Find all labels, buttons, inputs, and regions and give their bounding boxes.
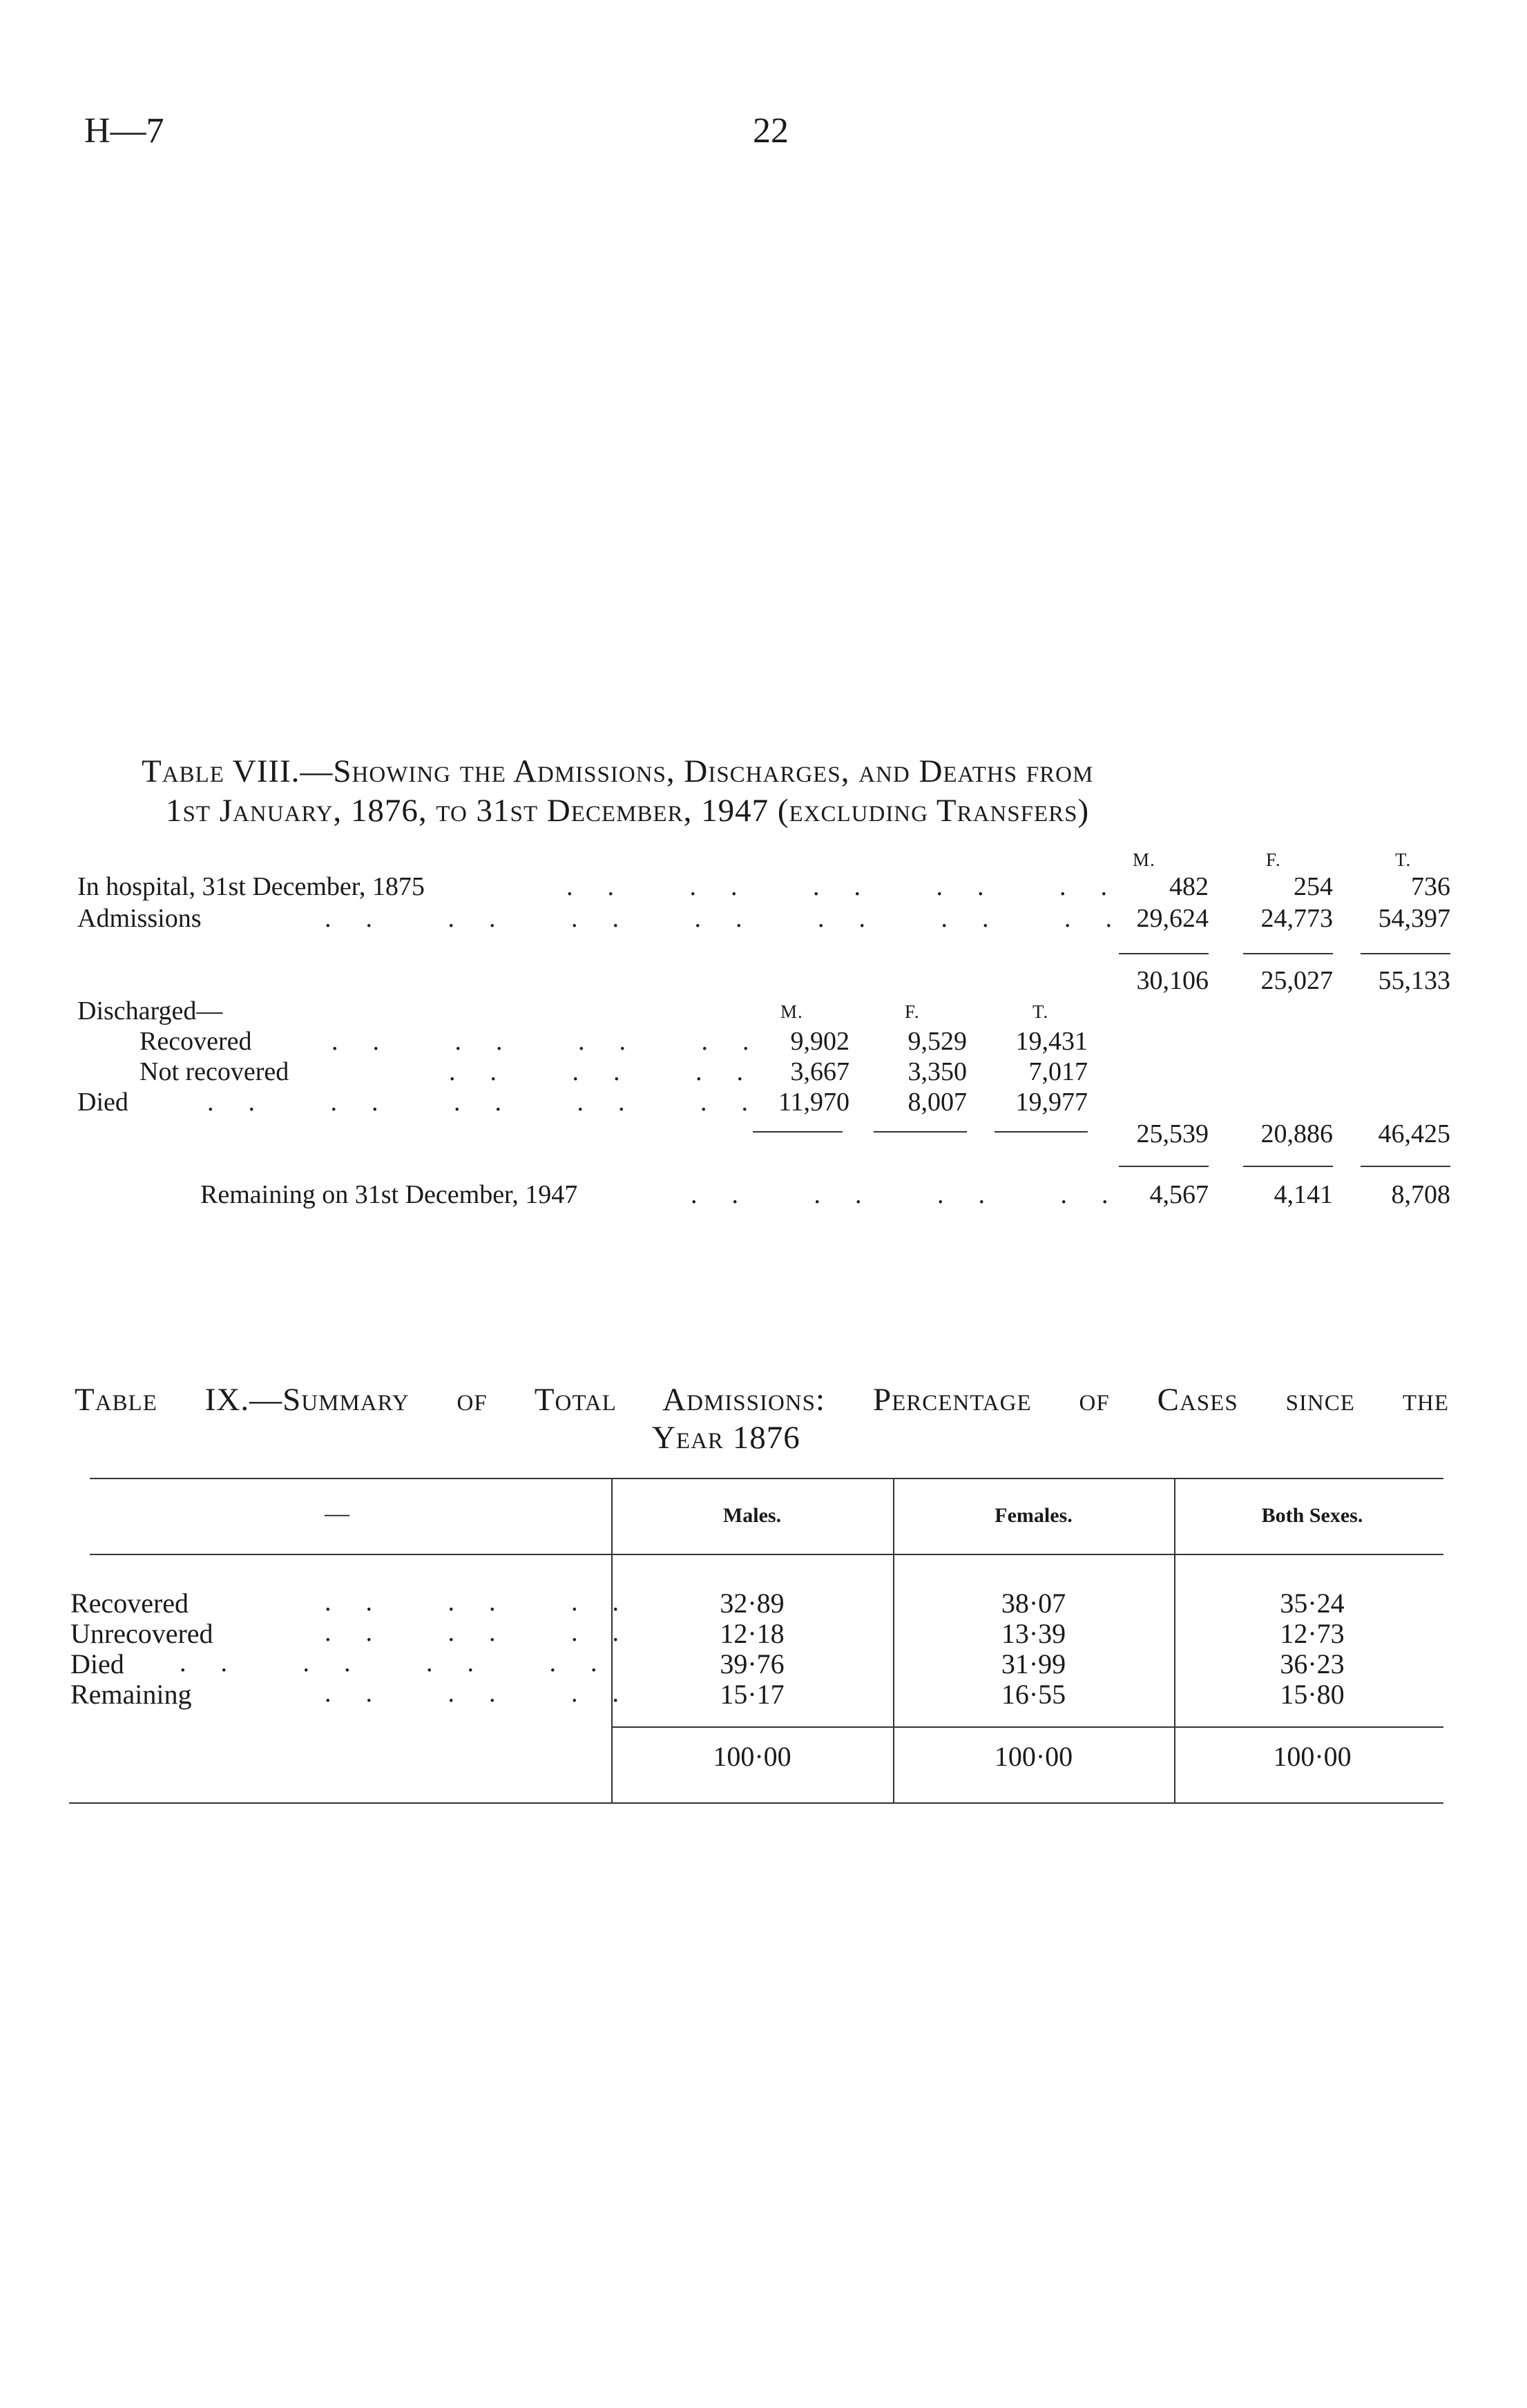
- subtotal-rule: [1119, 953, 1209, 954]
- cell-out-total-t: 46,425: [1378, 1119, 1450, 1148]
- table-viii-title-line-1: Table VIII.—Showing the Admissions, Discharges, and Deaths from: [142, 753, 1094, 789]
- cell-subtotal-m: 30,106: [1136, 966, 1209, 995]
- cell-unrecovered-females: 13·39: [1001, 1618, 1066, 1649]
- cell-in-hospital-m: 482: [1169, 872, 1209, 901]
- cell-unrecovered-both: 12·73: [1280, 1618, 1345, 1649]
- cell-admissions-f: 24,773: [1260, 904, 1333, 933]
- leader-dots: .. .. .. ..: [691, 1180, 1143, 1209]
- table-ix-title-line-1: Table IX.—Summary of Total Admissions: Percentage of Cases since the: [75, 1382, 1449, 1418]
- row-label-died: Died: [77, 1088, 128, 1117]
- row-label-in-hospital: In hospital, 31st December, 1875: [77, 872, 425, 901]
- cell-remaining-f: 4,141: [1274, 1180, 1333, 1209]
- cell-died-m: 11,970: [778, 1088, 849, 1117]
- leader-dots: .. .. ..: [325, 1679, 653, 1708]
- col-header-both-sexes: Both Sexes.: [1261, 1504, 1363, 1527]
- leader-dots: .. .. .. .. .. .. ..: [325, 904, 1146, 933]
- remaining-rule: [1361, 1166, 1450, 1167]
- leader-dots: .. .. .. ..: [332, 1027, 784, 1056]
- cell-out-total-m: 25,539: [1136, 1119, 1209, 1148]
- row-label-discharged: Discharged—: [77, 996, 223, 1025]
- cell-died-f: 8,007: [907, 1088, 967, 1117]
- row-label-remaining: Remaining on 31st December, 1947: [200, 1180, 578, 1209]
- cell-recovered-males: 32·89: [720, 1588, 785, 1619]
- row-label-unrecovered: Unrecovered: [70, 1618, 213, 1649]
- cell-recovered-both: 35·24: [1280, 1588, 1345, 1619]
- table-top-rule: [90, 1478, 1443, 1479]
- cell-admissions-m: 29,624: [1136, 904, 1209, 933]
- row-label-recovered: Recovered: [70, 1588, 189, 1619]
- cell-died-t: 19,977: [1015, 1088, 1088, 1117]
- cell-remaining-both: 15·80: [1280, 1679, 1345, 1710]
- cell-total-males: 100·00: [713, 1741, 791, 1772]
- cell-remaining-m: 4,567: [1149, 1180, 1209, 1209]
- cell-recovered-females: 38·07: [1001, 1588, 1066, 1619]
- cell-remaining-females: 16·55: [1001, 1679, 1066, 1710]
- cell-in-hospital-f: 254: [1294, 872, 1333, 901]
- row-label-died: Died: [70, 1648, 124, 1679]
- stub-header: —: [325, 1499, 349, 1527]
- discharged-rule: [753, 1131, 843, 1133]
- leader-dots: .. .. .. .. ..: [566, 872, 1142, 901]
- table-ix-title-line-2: Year 1876: [652, 1420, 800, 1456]
- table-bottom-rule: [69, 1802, 1443, 1804]
- discharged-rule: [874, 1131, 967, 1133]
- cell-not-recovered-m: 3,667: [790, 1057, 849, 1086]
- subtotal-rule: [1361, 953, 1450, 954]
- col-header-t: T.: [1395, 849, 1412, 870]
- sub-col-header-m: M.: [780, 1001, 803, 1022]
- cell-total-females: 100·00: [994, 1741, 1073, 1772]
- cell-total-both: 100·00: [1273, 1741, 1352, 1772]
- cell-not-recovered-t: 7,017: [1028, 1057, 1088, 1086]
- totals-rule: [611, 1726, 1443, 1728]
- cell-recovered-f: 9,529: [907, 1027, 967, 1056]
- cell-recovered-t: 19,431: [1015, 1027, 1088, 1056]
- cell-in-hospital-t: 736: [1411, 872, 1450, 901]
- subtotal-rule: [1243, 953, 1333, 954]
- cell-recovered-m: 9,902: [790, 1027, 849, 1056]
- leader-dots: .. .. ..: [449, 1057, 778, 1086]
- leader-dots: .. .. .. .. ..: [207, 1088, 782, 1117]
- page-number: 22: [753, 111, 789, 151]
- row-label-admissions: Admissions: [77, 904, 202, 933]
- cell-died-both: 36·23: [1280, 1648, 1345, 1679]
- cell-remaining-t: 8,708: [1391, 1180, 1450, 1209]
- cell-not-recovered-f: 3,350: [907, 1057, 967, 1086]
- header-rule: [90, 1554, 1443, 1555]
- leader-dots: .. .. .. ..: [180, 1648, 632, 1677]
- row-label-recovered: Recovered: [140, 1027, 252, 1056]
- discharged-rule: [995, 1131, 1088, 1133]
- col-header-males: Males.: [722, 1504, 782, 1527]
- sub-col-header-t: T.: [1033, 1001, 1049, 1022]
- cell-admissions-t: 54,397: [1378, 904, 1450, 933]
- row-label-remaining: Remaining: [70, 1679, 192, 1710]
- cell-subtotal-f: 25,027: [1260, 966, 1333, 995]
- remaining-rule: [1119, 1166, 1209, 1167]
- leader-dots: .. .. ..: [325, 1618, 653, 1647]
- col-header-f: F.: [1266, 849, 1281, 870]
- cell-remaining-males: 15·17: [720, 1679, 785, 1710]
- remaining-rule: [1243, 1166, 1333, 1167]
- table-viii-title-line-2: 1st January, 1876, to 31st December, 1947 (excluding Transfers): [166, 793, 1090, 829]
- sub-col-header-f: F.: [905, 1001, 920, 1022]
- cell-out-total-f: 20,886: [1260, 1119, 1333, 1148]
- col-header-m: M.: [1133, 849, 1155, 870]
- cell-died-females: 31·99: [1001, 1648, 1066, 1679]
- cell-unrecovered-males: 12·18: [720, 1618, 785, 1649]
- leader-dots: .. .. ..: [325, 1588, 653, 1617]
- cell-died-males: 39·76: [720, 1648, 785, 1679]
- document-reference: H—7: [84, 111, 164, 151]
- cell-subtotal-t: 55,133: [1378, 966, 1450, 995]
- row-label-not-recovered: Not recovered: [140, 1057, 289, 1086]
- col-header-females: Females.: [995, 1504, 1073, 1527]
